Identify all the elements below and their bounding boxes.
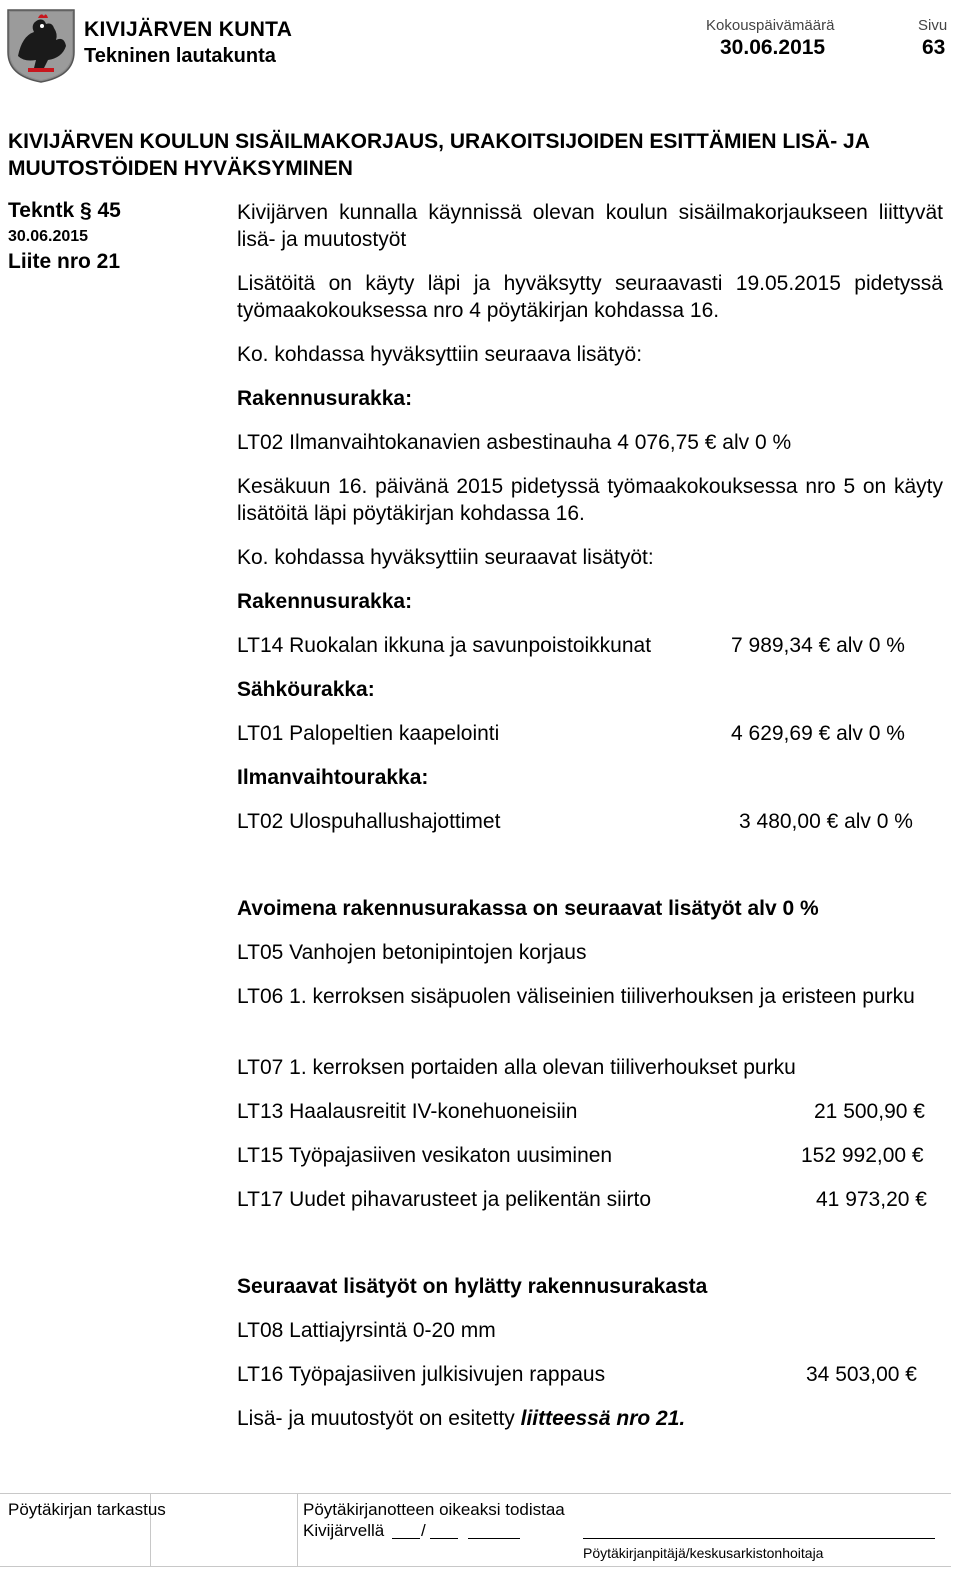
page-label: Sivu bbox=[918, 17, 948, 34]
item-lt01-amount: 4 629,69 € alv 0 % bbox=[731, 722, 905, 745]
footer-day-line bbox=[392, 1538, 420, 1539]
closing-text: Lisä- ja muutostyöt on esitetty bbox=[237, 1407, 521, 1430]
item-lt16: LT16 Työpajasiiven julkisivujen rappaus bbox=[237, 1363, 606, 1386]
heading-construction-contract: Rakennusurakka: bbox=[237, 387, 413, 410]
footer-place bbox=[303, 1521, 384, 1541]
closing-paragraph bbox=[237, 1405, 943, 1432]
attachment-number: Liite nro 21 bbox=[8, 250, 121, 273]
page-number: 63 bbox=[922, 36, 946, 59]
footer-place-name: Kivijärvellä bbox=[303, 1521, 385, 1540]
item-lt02-asbestos: LT02 Ilmanvaihtokanavien asbestinauha 4 076,75 € alv 0 % bbox=[237, 431, 792, 454]
paragraph-meeting-4: Lisätöitä on käyty läpi ja hyväksytty seuraavasti 19.05.2015 pidetyssä työmaakokouksessa nro 4 pöytäkirjan kohdassa 16. bbox=[237, 272, 943, 322]
item-lt16-amount: 34 503,00 € bbox=[806, 1363, 917, 1386]
item-lt13: LT13 Haalausreitit IV-konehuoneisiin bbox=[237, 1100, 578, 1123]
intro-paragraph: Kivijärven kunnalla käynnissä olevan koulun sisäilmakorjaukseen liittyvät lisä- ja muutostyöt bbox=[237, 201, 943, 251]
item-lt17-amount: 41 973,20 € bbox=[816, 1188, 927, 1211]
footer-minutes-check: Pöytäkirjan tarkastus bbox=[8, 1500, 166, 1519]
heading-construction-contract-2: Rakennusurakka: bbox=[237, 590, 413, 613]
section-code: Tekntk § 45 bbox=[8, 199, 121, 222]
document-title: KIVIJÄRVEN KOULUN SISÄILMAKORJAUS, URAKOITSIJOIDEN ESITTÄMIEN LISÄ- JA MUUTOSTÖIDEN HYVÄKSYMINEN bbox=[8, 130, 870, 180]
heading-ventilation-contract: Ilmanvaihtourakka: bbox=[237, 766, 429, 789]
coat-of-arms-logo bbox=[4, 6, 78, 84]
item-lt02-diffusers-amount: 3 480,00 € alv 0 % bbox=[739, 810, 913, 833]
meeting-date-label: Kokouspäivämäärä bbox=[706, 17, 835, 34]
meeting-date: 30.06.2015 bbox=[720, 36, 826, 59]
item-lt02-diffusers: LT02 Ulospuhallushajottimet bbox=[237, 810, 501, 833]
item-lt05: LT05 Vanhojen betonipintojen korjaus bbox=[237, 941, 587, 964]
paragraph-approved-multiple: Ko. kohdassa hyväksyttiin seuraavat lisätyöt: bbox=[237, 546, 654, 569]
paragraph-meeting-5: Kesäkuun 16. päivänä 2015 pidetyssä työmaakokouksessa nro 5 on käyty lisätöitä läpi pöytäkirjan kohdassa 16. bbox=[237, 475, 943, 525]
item-lt01: LT01 Palopeltien kaapelointi bbox=[237, 722, 500, 745]
footer-signature-line bbox=[583, 1538, 935, 1539]
board-name: Tekninen lautakunta bbox=[84, 45, 276, 67]
heading-electrical-contract: Sähköurakka: bbox=[237, 678, 375, 701]
item-lt14-amount: 7 989,34 € alv 0 % bbox=[731, 634, 905, 657]
item-lt07: LT07 1. kerroksen portaiden alla olevan tiiliverhoukset purku bbox=[237, 1056, 796, 1079]
footer-date-slash: / bbox=[421, 1521, 426, 1540]
footer-certification: Pöytäkirjanotteen oikeaksi todistaa bbox=[303, 1500, 565, 1519]
item-lt14: LT14 Ruokalan ikkuna ja savunpoistoikkunat bbox=[237, 634, 652, 657]
item-lt13-amount: 21 500,90 € bbox=[814, 1100, 925, 1123]
section-date: 30.06.2015 bbox=[8, 228, 89, 245]
item-lt15: LT15 Työpajasiiven vesikaton uusiminen bbox=[237, 1144, 613, 1167]
item-lt06: LT06 1. kerroksen sisäpuolen väliseinien tiiliverhouksen ja eristeen purku bbox=[237, 985, 915, 1008]
item-lt17: LT17 Uudet pihavarusteet ja pelikentän siirto bbox=[237, 1188, 652, 1211]
paragraph-approved-single: Ko. kohdassa hyväksyttiin seuraava lisätyö: bbox=[237, 343, 643, 366]
organization-name: KIVIJÄRVEN KUNTA bbox=[84, 18, 293, 41]
attachment-reference: liitteessä nro 21. bbox=[520, 1407, 686, 1430]
footer-year-line bbox=[468, 1538, 520, 1539]
footer-month-line bbox=[430, 1538, 458, 1539]
item-lt15-amount: 152 992,00 € bbox=[801, 1144, 924, 1167]
footer-minutes-keeper: Pöytäkirjanpitäjä/keskusarkistonhoitaja bbox=[583, 1545, 824, 1561]
heading-open-items: Avoimena rakennusurakassa on seuraavat lisätyöt alv 0 % bbox=[237, 897, 819, 920]
footer-divider bbox=[297, 1493, 298, 1567]
item-lt08: LT08 Lattiajyrsintä 0-20 mm bbox=[237, 1319, 496, 1342]
heading-rejected-items: Seuraavat lisätyöt on hylätty rakennusurakasta bbox=[237, 1275, 708, 1298]
